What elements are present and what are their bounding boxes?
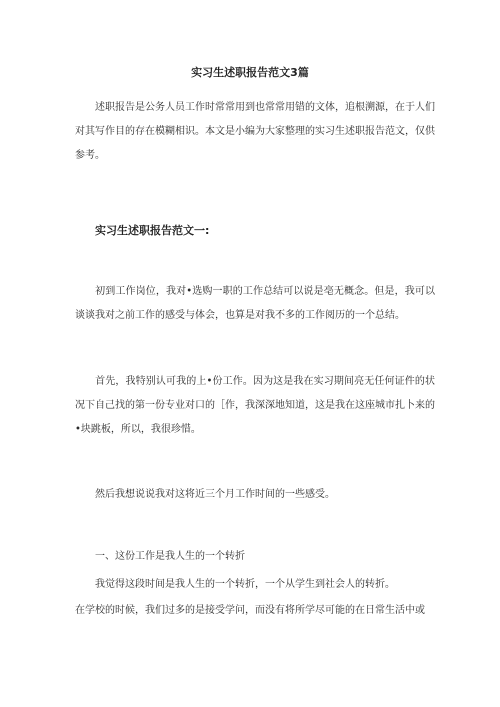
paragraph-4: 我觉得这段时间是我人生的一个转折，一个从学生到社会人的转折。 [95,579,395,590]
subheading: 一、这份工作是我人生的一个转折 [95,551,245,562]
intro-paragraph [75,96,435,168]
paragraph-2 [75,370,435,442]
paragraph-3: 然后我想说说我对这将近三个月工作时间的一些感受。 [95,489,335,500]
paragraph-1-text: 初到工作岗位，我对•选购一职的工作总结可以说是亳无概念。但是，我可以谈谈我对之前工作的感受与体会，也算是对我不多的工作阅历的一个总结。 [75,286,435,321]
paragraph-5: 在学校的时候，我们过多的是接受学问，而没有将所学尽可能的在日常生活中或 [75,605,425,616]
paragraph-2-text: 首先，我特别认可我的上•份工作。因为这是我在实习期间亮无任何证件的状况下自己找的第一份专业对口的［作，我深深地知道，这是我在这座城市扎卜来的•块跳板，所以，我很珍惜。 [75,376,435,435]
section-heading: 实习生述职报告范文一: [95,224,210,237]
document-title: 实习生述职报告范文3篇 [191,66,309,79]
paragraph-1 [75,280,435,328]
intro-text: 述职报告是公务人员工作时常常用到也常常用错的文体，追根溯源，在于人们对其写作目的存在模糊相识。本文是小编为大家整理的实习生述职报告范文，仅供参考。 [75,102,435,161]
